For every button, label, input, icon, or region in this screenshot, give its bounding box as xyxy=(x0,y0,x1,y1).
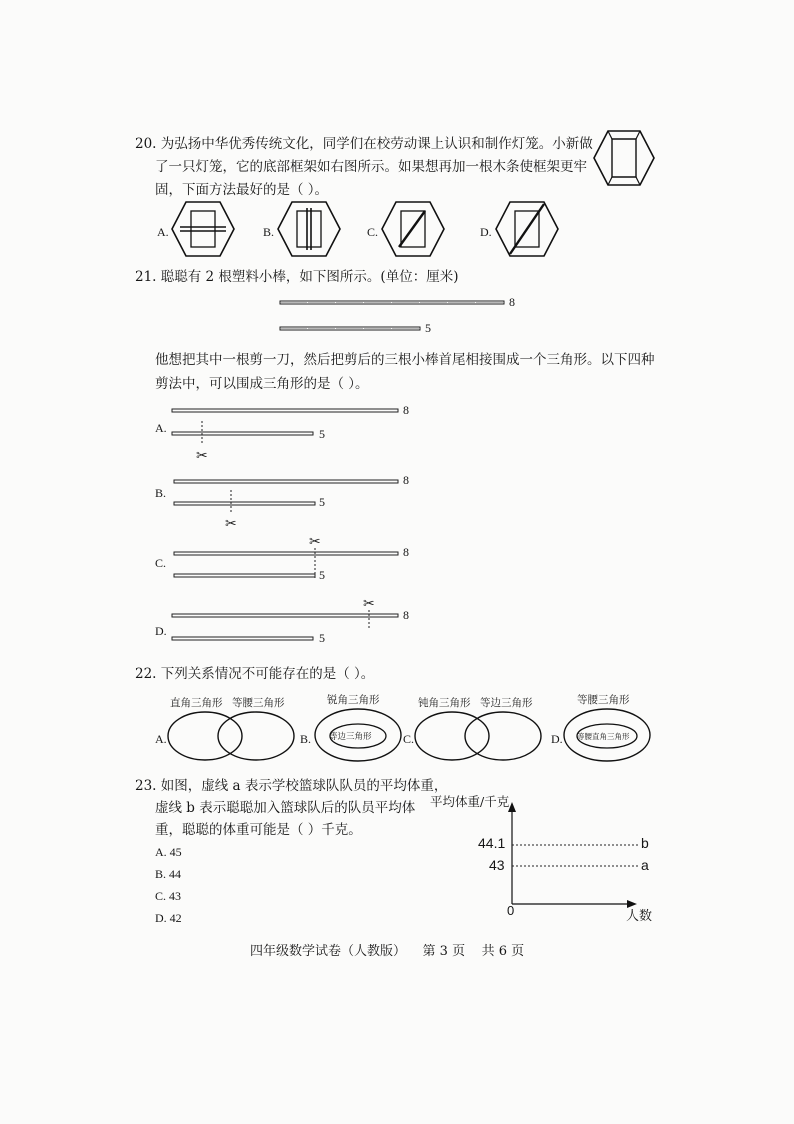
q21-stick-short-label: 5 xyxy=(425,321,431,335)
svg-text:✂: ✂ xyxy=(225,516,237,532)
q20-reference-hexagon xyxy=(592,129,656,187)
q23-option-b[interactable]: B. 44 xyxy=(155,867,182,881)
q20-option-c-hexagon[interactable] xyxy=(380,200,446,258)
q20-option-a-label: A. xyxy=(157,225,169,239)
q23-chart-b-name: b xyxy=(641,835,649,851)
q20-option-b-label: B. xyxy=(263,225,275,239)
q22-option-c-label: C. xyxy=(403,732,415,746)
q23-line2: 虚线 b 表示聪聪加入篮球队后的队员平均体 xyxy=(155,800,416,816)
q23-chart-a-value: 43 xyxy=(489,857,505,873)
q21-stick-long-label: 8 xyxy=(509,295,515,309)
q21-option-c-long-label: 8 xyxy=(403,545,409,559)
q21-option-d-label: D. xyxy=(155,624,167,638)
q20-option-d-hexagon[interactable] xyxy=(494,200,560,258)
page-footer: 四年级数学试卷（人教版） 第 3 页 共 6 页 xyxy=(250,944,525,959)
q21-option-d-figure[interactable] xyxy=(172,590,412,646)
q21-option-c-short-label: 5 xyxy=(319,568,325,582)
q23-chart-ylabel: 平均体重/千克 xyxy=(430,794,510,809)
q23-option-d[interactable]: D. 42 xyxy=(155,911,182,925)
svg-text:✂: ✂ xyxy=(309,534,321,550)
q21-option-a-figure[interactable] xyxy=(172,405,412,465)
q20-option-d-label: D. xyxy=(480,225,492,239)
q21-line3: 剪法中，可以围成三角形的是（ ）。 xyxy=(155,376,369,392)
q23-chart-a-name: a xyxy=(641,857,649,873)
q20-line3: 固，下面方法最好的是（ ）。 xyxy=(155,182,329,198)
q22-c-right-label: 等边三角形 xyxy=(480,697,533,709)
q20-line2: 了一只灯笼，它的底部框架如右图所示。如果想再加一根木条使框架更牢 xyxy=(155,159,587,175)
q21-option-d-short-label: 5 xyxy=(319,631,325,645)
q21-option-a-short-label: 5 xyxy=(319,427,325,441)
q21-option-a-label: A. xyxy=(155,421,167,435)
q21-option-a-long-label: 8 xyxy=(403,403,409,417)
q21-option-b-short-label: 5 xyxy=(319,495,325,509)
q23-chart-xlabel: 人数 xyxy=(626,909,653,924)
q23-chart-line-b xyxy=(512,843,642,847)
q22-option-c-venn[interactable] xyxy=(414,710,544,762)
q22-line1: 22. 下列关系情况不可能存在的是（ ）。 xyxy=(135,666,375,682)
q21-option-b-long-label: 8 xyxy=(403,473,409,487)
q21-option-c-label: C. xyxy=(155,556,167,570)
q20-option-a-hexagon[interactable] xyxy=(170,200,236,258)
q22-d-inner-label: 等腰直角三角形 xyxy=(577,732,630,741)
q22-a-right-label: 等腰三角形 xyxy=(232,697,285,709)
q22-option-b-label: B. xyxy=(300,732,312,746)
q20-line1: 20. 为弘扬中华优秀传统文化，同学们在校劳动课上认识和制作灯笼。小新做 xyxy=(135,136,593,152)
q23-line3: 重，聪聪的体重可能是（ ）千克。 xyxy=(155,822,362,838)
q21-sticks-figure xyxy=(280,296,520,336)
q22-b-inner-label: 等边三角形 xyxy=(329,732,372,742)
q23-chart-axes xyxy=(505,800,645,910)
q21-option-b-label: B. xyxy=(155,486,167,500)
q21-option-b-figure[interactable] xyxy=(174,476,414,532)
q23-chart-origin: 0 xyxy=(507,903,515,918)
q22-option-a-venn[interactable] xyxy=(167,710,297,762)
q22-d-outer-label: 等腰三角形 xyxy=(577,694,630,706)
q21-option-d-long-label: 8 xyxy=(403,608,409,622)
q22-b-outer-label: 锐角三角形 xyxy=(327,694,380,706)
q23-chart-line-a xyxy=(512,864,642,868)
q23-option-c[interactable]: C. 43 xyxy=(155,889,182,903)
q23-chart-b-value: 44.1 xyxy=(478,835,506,851)
q22-option-a-label: A. xyxy=(155,732,167,746)
q23-line1: 23. 如图，虚线 a 表示学校篮球队队员的平均体重， xyxy=(135,778,448,794)
svg-text:✂: ✂ xyxy=(196,448,208,464)
q22-option-d-label: D. xyxy=(551,732,563,746)
q23-option-a[interactable]: A. 45 xyxy=(155,845,182,859)
q22-c-left-label: 钝角三角形 xyxy=(418,697,471,709)
q22-a-left-label: 直角三角形 xyxy=(170,697,223,709)
svg-text:✂: ✂ xyxy=(363,596,375,612)
q20-option-b-hexagon[interactable] xyxy=(276,200,342,258)
q21-line1: 21. 聪聪有 2 根塑料小棒，如下图所示。(单位：厘米) xyxy=(135,269,459,285)
q21-line2: 他想把其中一根剪一刀，然后把剪后的三根小棒首尾相接围成一个三角形。以下四种 xyxy=(155,352,655,368)
q21-option-c-figure[interactable] xyxy=(174,528,414,584)
q20-option-c-label: C. xyxy=(367,225,379,239)
